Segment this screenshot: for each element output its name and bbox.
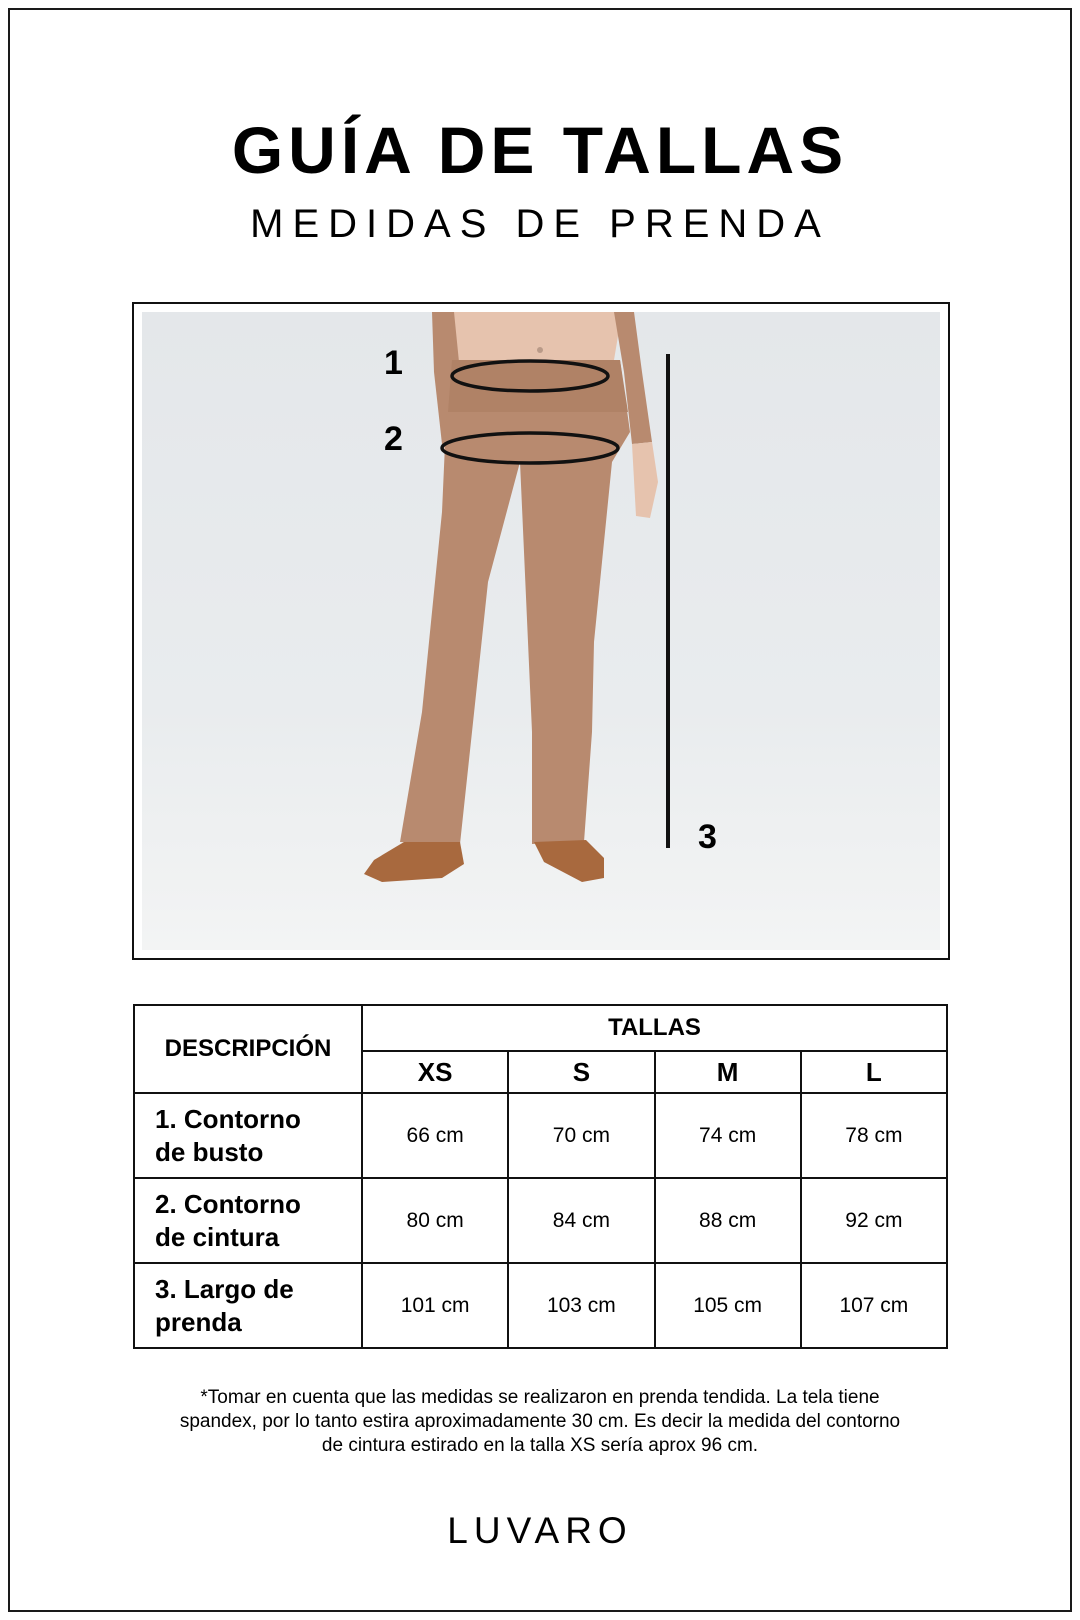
- marker-2: 2: [384, 420, 403, 458]
- row-label-line1: 1. Contorno: [155, 1103, 301, 1134]
- row-label-line2: de cintura: [155, 1221, 280, 1252]
- table-cell: 105 cm: [655, 1263, 801, 1348]
- sizes-header: TALLAS: [362, 1005, 947, 1051]
- size-l-header: L: [801, 1051, 947, 1093]
- page-title: GUÍA DE TALLAS: [231, 113, 849, 187]
- table-row: [134, 1263, 947, 1348]
- navel: [537, 347, 543, 353]
- brand-logo: LUVARO: [447, 1510, 633, 1551]
- page-subtitle: MEDIDAS DE PRENDA: [250, 202, 830, 246]
- row-label-line2: de busto: [155, 1136, 264, 1167]
- table-cell: 107 cm: [801, 1263, 947, 1348]
- table-cell: 66 cm: [362, 1093, 508, 1178]
- table-cell: 80 cm: [362, 1178, 508, 1263]
- footnote-line: *Tomar en cuenta que las medidas se realizaron en prenda tendida. La tela tiene: [200, 1387, 880, 1408]
- row-label-line1: 2. Contorno: [155, 1188, 301, 1219]
- table-cell: 70 cm: [508, 1093, 654, 1178]
- description-header: DESCRIPCIÓN: [134, 1005, 362, 1093]
- table-cell: 92 cm: [801, 1178, 947, 1263]
- size-table: [133, 1004, 948, 1349]
- table-row: [134, 1093, 947, 1178]
- row-label: [134, 1093, 362, 1178]
- row-label: [134, 1178, 362, 1263]
- torso-skin: [442, 312, 622, 360]
- row-label-line2: prenda: [155, 1306, 242, 1337]
- footnote: [130, 1386, 950, 1458]
- table-row: [134, 1178, 947, 1263]
- table-cell: 103 cm: [508, 1263, 654, 1348]
- marker-3: 3: [698, 818, 717, 856]
- table-cell: 101 cm: [362, 1263, 508, 1348]
- size-s-header: S: [508, 1051, 654, 1093]
- row-label-line1: 3. Largo de: [155, 1273, 294, 1304]
- table-cell: 74 cm: [655, 1093, 801, 1178]
- table-cell: 84 cm: [508, 1178, 654, 1263]
- garment-illustration: [142, 312, 940, 950]
- size-m-header: M: [655, 1051, 801, 1093]
- footnote-line: de cintura estirado en la talla XS sería aprox 96 cm.: [321, 1435, 759, 1456]
- size-xs-header: XS: [362, 1051, 508, 1093]
- garment-photo-frame: [132, 302, 950, 960]
- table-cell: 88 cm: [655, 1178, 801, 1263]
- footnote-line: spandex, por lo tanto estira aproximadamente 30 cm. Es decir la medida del contorno: [179, 1411, 901, 1432]
- row-label: [134, 1263, 362, 1348]
- table-cell: 78 cm: [801, 1093, 947, 1178]
- marker-1: 1: [384, 344, 403, 382]
